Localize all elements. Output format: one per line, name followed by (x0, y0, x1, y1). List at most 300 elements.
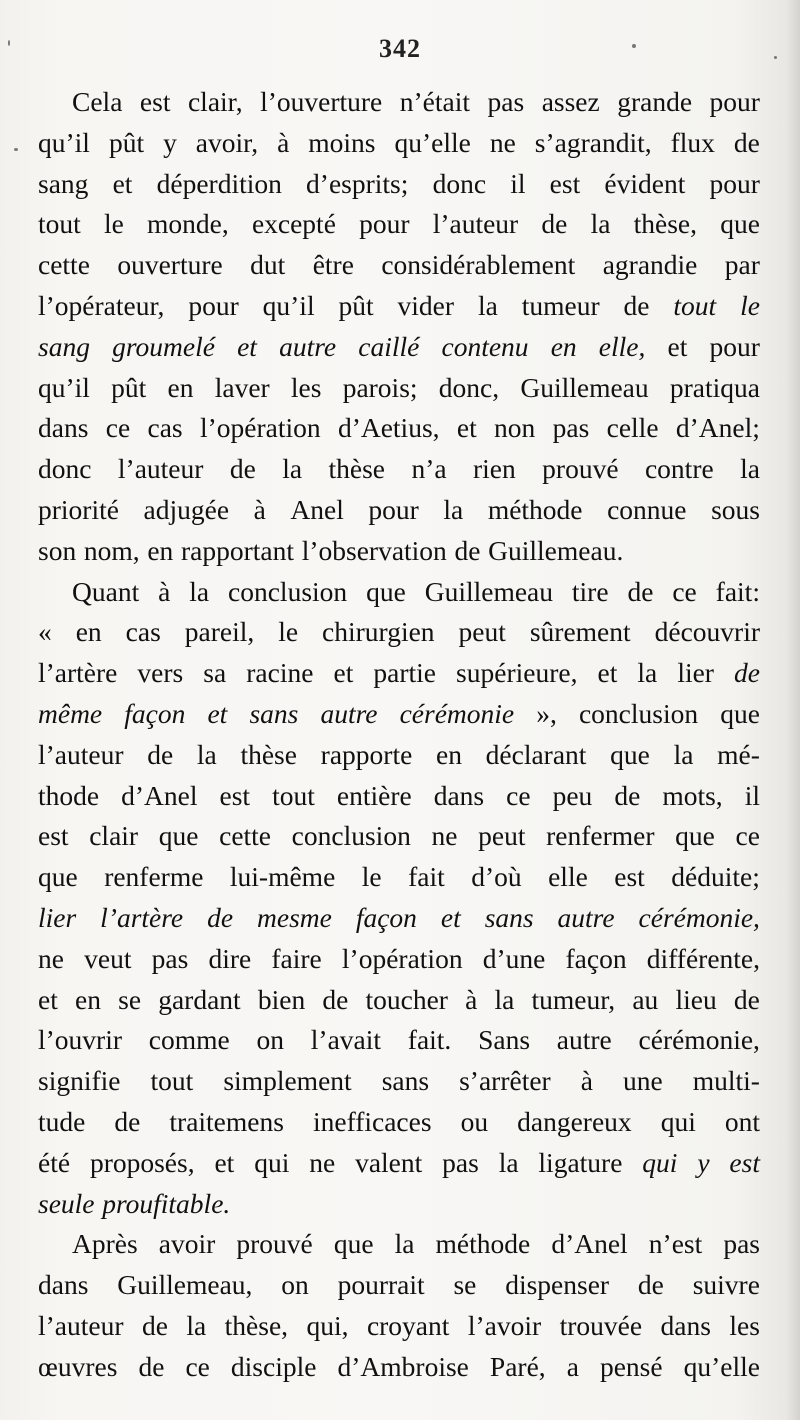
word: il (510, 167, 526, 199)
word: tout (673, 289, 717, 321)
word: cérémonie, (638, 901, 760, 933)
word: rien (472, 453, 516, 485)
word: sans (484, 901, 534, 933)
print-speck (632, 44, 636, 48)
word: tout (150, 1065, 194, 1097)
body-text (38, 82, 760, 1388)
word: l’opération (199, 412, 321, 444)
word: le (740, 289, 760, 321)
word: veut (84, 942, 132, 974)
word: donc (38, 453, 92, 485)
word: on (281, 1269, 309, 1301)
word: ce (735, 820, 760, 852)
word: vers (137, 657, 184, 689)
word: pratiqua (669, 371, 760, 403)
word: renfermer (546, 820, 655, 852)
word: qui, (306, 1309, 349, 1341)
word: l’auteur (117, 453, 204, 485)
word: ce (185, 1350, 210, 1382)
word: Anel (290, 493, 344, 525)
word: pour (188, 289, 239, 321)
word: mots, (662, 779, 723, 811)
word: et (667, 330, 688, 362)
word: cas (125, 616, 161, 648)
word: l’artère (100, 901, 184, 933)
word: tude (38, 1105, 86, 1137)
word: et (214, 1146, 235, 1178)
word: il (744, 779, 760, 811)
word: la (282, 453, 303, 485)
word: que (333, 1228, 374, 1260)
word: laver (214, 371, 270, 403)
word: cette (38, 249, 90, 281)
word: la (443, 493, 464, 525)
word: dangereux (517, 1105, 632, 1137)
word: de (733, 983, 760, 1015)
word: qu’il (38, 371, 90, 403)
word: ligature (538, 1146, 623, 1178)
word: caillé (358, 330, 420, 362)
word: d’Ambroise (337, 1350, 469, 1382)
word: dans (38, 412, 89, 444)
text-line (38, 245, 760, 286)
text-line (38, 327, 760, 368)
word: de (147, 738, 174, 770)
word: monde, (147, 208, 229, 240)
word: en (147, 534, 174, 566)
word: d’Anel (121, 779, 198, 811)
word: donc (432, 167, 487, 199)
word: bien (257, 983, 306, 1015)
text-line (38, 164, 760, 205)
word: méthode (435, 1228, 531, 1260)
word: est (139, 86, 171, 117)
word: s’agrandit, (534, 126, 652, 158)
word: en (550, 330, 577, 362)
word: ne (489, 126, 516, 158)
word: que (158, 820, 199, 852)
word: les (729, 1309, 760, 1341)
word: cérémonie (399, 697, 515, 729)
word: été (38, 1146, 71, 1178)
word: racine (246, 657, 314, 689)
word: suivre (692, 1269, 760, 1301)
word: qu’il (262, 289, 315, 321)
word: grande (617, 86, 693, 117)
word: sang (38, 330, 90, 362)
word: « (38, 616, 52, 648)
word: le (103, 208, 124, 240)
word: Quant (72, 575, 140, 607)
print-speck (774, 56, 777, 59)
word: et (237, 330, 257, 362)
word: et (38, 983, 58, 1015)
word: l’avoir (467, 1309, 542, 1341)
word: d’Aetius, (337, 412, 440, 444)
word: simplement (223, 1065, 352, 1097)
print-speck (14, 148, 18, 151)
text-line (38, 980, 760, 1021)
word: autre (557, 901, 615, 933)
word: la (196, 738, 217, 770)
word: ce (672, 575, 697, 607)
word: de (734, 657, 760, 689)
word: sûrement (529, 616, 631, 648)
word: multi- (692, 1065, 760, 1097)
text-line (38, 449, 760, 490)
word: seule (38, 1187, 95, 1219)
word: pas (151, 942, 189, 974)
text-line (38, 490, 760, 531)
text-line (38, 1143, 760, 1184)
word: pensé (599, 1350, 663, 1382)
word: ce (105, 412, 131, 444)
word: sous (711, 493, 760, 525)
word: priorité (38, 493, 119, 525)
word: l’artère (38, 657, 118, 689)
word: la (498, 1146, 519, 1178)
word: que (38, 861, 78, 893)
word: proufitable. (102, 1187, 231, 1219)
word: pourrait (337, 1269, 425, 1301)
word: supérieure, (456, 657, 578, 689)
word: être (312, 249, 354, 281)
word: la (394, 1228, 415, 1260)
word: disciple (230, 1350, 317, 1382)
word: l’auteur (38, 1309, 124, 1341)
word: dans (433, 779, 485, 811)
word: rapporte (320, 738, 413, 770)
word: de (541, 208, 568, 240)
word: et (597, 657, 618, 689)
word: la (673, 738, 694, 770)
word: peut (458, 616, 506, 648)
word: pour (709, 86, 760, 117)
text-line (38, 1224, 760, 1265)
word: parois; (342, 371, 418, 403)
text-line (38, 1102, 760, 1143)
word: lieu (675, 983, 717, 1015)
word: lier (38, 901, 77, 933)
word: évident (604, 167, 686, 199)
text-line (38, 1265, 760, 1306)
word: œuvres (38, 1350, 118, 1382)
word: mé- (717, 738, 760, 770)
word: pas (487, 86, 525, 117)
word: n’est (648, 1228, 703, 1260)
word: comme (148, 1024, 230, 1056)
text-line (38, 1347, 760, 1388)
word: déduite; (671, 861, 760, 893)
word: lier (677, 657, 714, 689)
print-speck (8, 40, 10, 46)
word: en (75, 616, 102, 648)
text-line (38, 123, 760, 164)
word: elle, (598, 330, 646, 362)
word: l’observation (301, 534, 447, 566)
word: à (465, 983, 478, 1015)
word: et (440, 901, 461, 933)
word: entière (336, 779, 412, 811)
word: pareil, (184, 616, 255, 648)
word: excepté (251, 208, 336, 240)
text-line (38, 694, 760, 735)
text-line (38, 204, 760, 245)
word: pour (709, 330, 760, 362)
word: la (494, 983, 515, 1015)
word: ne (309, 1146, 336, 1178)
word: pas (552, 412, 590, 444)
word: gardant (158, 983, 241, 1015)
word: on (256, 1024, 284, 1056)
word: inefficaces (312, 1105, 432, 1137)
word: assez (541, 86, 600, 117)
word: peu (552, 779, 593, 811)
word: et (112, 167, 133, 199)
word: de (114, 1105, 141, 1137)
word: de (454, 534, 481, 566)
word: façon (565, 942, 627, 974)
word: contenu (441, 330, 529, 362)
word: la (189, 575, 210, 607)
word: a (566, 1350, 579, 1382)
word: l’ouverture (260, 86, 383, 117)
word: se (453, 1269, 477, 1301)
word: dans (660, 1309, 711, 1341)
word: pour (368, 493, 419, 525)
word: dispenser (505, 1269, 610, 1301)
word: fait (408, 861, 445, 893)
text-line (38, 286, 760, 327)
word: croyant (366, 1309, 450, 1341)
word: de (229, 453, 256, 485)
text-line (38, 531, 760, 572)
word: d’esprits; (306, 167, 409, 199)
word: cérémonie, (638, 1024, 760, 1056)
word: façon (124, 697, 186, 729)
text-line (38, 82, 760, 123)
word: Après (72, 1228, 138, 1260)
word: peut (478, 820, 526, 852)
word: adjugée (143, 493, 230, 525)
word: cas (147, 412, 183, 444)
word: thèse (240, 738, 297, 770)
word: qu’il (38, 126, 90, 158)
word: partie (373, 657, 436, 689)
word: nom, (83, 534, 140, 566)
word: de (623, 289, 650, 321)
word: tumeur, (531, 983, 616, 1015)
word: de (138, 1350, 165, 1382)
word: et (207, 697, 228, 729)
word: de (141, 1309, 168, 1341)
word: avoir, (195, 126, 259, 158)
word: flux (670, 126, 715, 158)
word: Paré, (489, 1350, 546, 1382)
word: d’Anel; (675, 412, 760, 444)
word: thèse, (224, 1309, 289, 1341)
word: Guillemeau (424, 575, 553, 607)
text-line (38, 857, 760, 898)
word: mesme (257, 901, 332, 933)
word: proposés, (89, 1146, 195, 1178)
word: une (622, 1065, 663, 1097)
word: méthode (487, 493, 583, 525)
text-line (38, 1020, 760, 1061)
word: agrandie (602, 249, 698, 281)
word: dire (208, 942, 252, 974)
word: y (163, 126, 177, 158)
word: au (632, 983, 659, 1015)
word: la (740, 453, 760, 485)
word: valent (355, 1146, 423, 1178)
word: à (158, 575, 171, 607)
word: à (580, 1065, 593, 1097)
text-line (38, 939, 760, 980)
word: sans (249, 697, 299, 729)
word: se (118, 983, 142, 1015)
word: groumelé (112, 330, 215, 362)
word: non (494, 412, 536, 444)
word: la (477, 289, 498, 321)
word: est (614, 861, 645, 893)
word: qui (660, 1105, 696, 1137)
word: est (219, 779, 251, 811)
word: rapportant (181, 534, 295, 566)
word: connue (607, 493, 687, 525)
text-line (38, 1306, 760, 1347)
word: n’était (399, 86, 471, 117)
word: de (207, 901, 234, 933)
word: avoir (158, 1228, 216, 1260)
word: conclusion (228, 575, 348, 607)
word: à (277, 126, 290, 158)
word: pût (338, 289, 374, 321)
word: celle (606, 412, 659, 444)
word: pût (111, 371, 147, 403)
word: y (697, 1146, 710, 1178)
word: en (436, 738, 462, 770)
word: l’opérateur, (38, 289, 165, 321)
word: autre (279, 330, 337, 362)
word: est (729, 1146, 760, 1178)
word: pour (359, 208, 410, 240)
word: tire (571, 575, 609, 607)
word: Guillemeau (520, 371, 649, 403)
word: sa (203, 657, 227, 689)
word: que (675, 820, 715, 852)
word: donc, (438, 371, 500, 403)
word: s’arrêter (459, 1065, 551, 1097)
word: thèse, (633, 208, 697, 240)
word: pût (108, 126, 145, 158)
word: dut (250, 249, 286, 281)
word: par (724, 249, 760, 281)
word: de (637, 1269, 664, 1301)
word: en (167, 371, 194, 403)
word: l’opération (341, 942, 463, 974)
word: même (38, 697, 103, 729)
word: déclarant (485, 738, 587, 770)
word: traitemens (169, 1105, 284, 1137)
word: fait: (715, 575, 760, 607)
word: ou (460, 1105, 489, 1137)
word: faire (271, 942, 322, 974)
word: thèse (328, 453, 386, 485)
word: moins (308, 126, 376, 158)
text-line (38, 368, 760, 409)
word: son (38, 534, 77, 566)
word: prouvé (542, 453, 619, 485)
word: l’auteur (38, 738, 124, 770)
word: de (733, 126, 760, 158)
word: l’avait (310, 1024, 382, 1056)
word: Sans (478, 1024, 531, 1056)
word: signifie (38, 1065, 121, 1097)
word: renferme (104, 861, 204, 893)
word: contre (644, 453, 714, 485)
word: le (361, 861, 382, 893)
word: qu’elle (683, 1350, 760, 1382)
word: prouvé (236, 1228, 313, 1260)
word: d’où (471, 861, 522, 893)
word: ont (724, 1105, 760, 1137)
word: et (456, 412, 477, 444)
word: que (366, 575, 406, 607)
word: pas (442, 1146, 479, 1178)
word: est (38, 820, 69, 852)
word: la (186, 1309, 207, 1341)
text-line (38, 776, 760, 817)
word: l’auteur (432, 208, 519, 240)
text-line (38, 1061, 760, 1102)
word: ouverture (117, 249, 223, 281)
word: de (322, 983, 349, 1015)
word: les (290, 371, 322, 403)
word: qu’elle (394, 126, 471, 158)
word: déperdition (156, 167, 282, 199)
word: ce (506, 779, 531, 811)
word: conclusion (291, 820, 411, 852)
text-line (38, 735, 760, 776)
word: sans (381, 1065, 430, 1097)
word: façon (355, 901, 417, 933)
word: autre (320, 697, 378, 729)
text-line (38, 612, 760, 653)
word: et (333, 657, 354, 689)
page-edge-shadow (786, 0, 800, 1420)
word: qui (254, 1146, 290, 1178)
word: découvrir (654, 616, 760, 648)
word: que (610, 738, 650, 770)
word: fait. (407, 1024, 452, 1056)
word: tout (272, 779, 315, 811)
word: Guillemeau. (488, 534, 624, 566)
word: d’une (482, 942, 546, 974)
word: sang (38, 167, 89, 199)
word: Cela (72, 86, 123, 117)
word: de (627, 575, 654, 607)
word: thode (38, 779, 100, 811)
word: qui (642, 1146, 678, 1178)
word: autre (556, 1024, 612, 1056)
word: pour (709, 167, 760, 199)
word: d’Anel (551, 1228, 628, 1260)
word: de (614, 779, 641, 811)
word: pas (723, 1228, 760, 1260)
word: cette (219, 820, 272, 852)
word: considérablement (381, 249, 576, 281)
